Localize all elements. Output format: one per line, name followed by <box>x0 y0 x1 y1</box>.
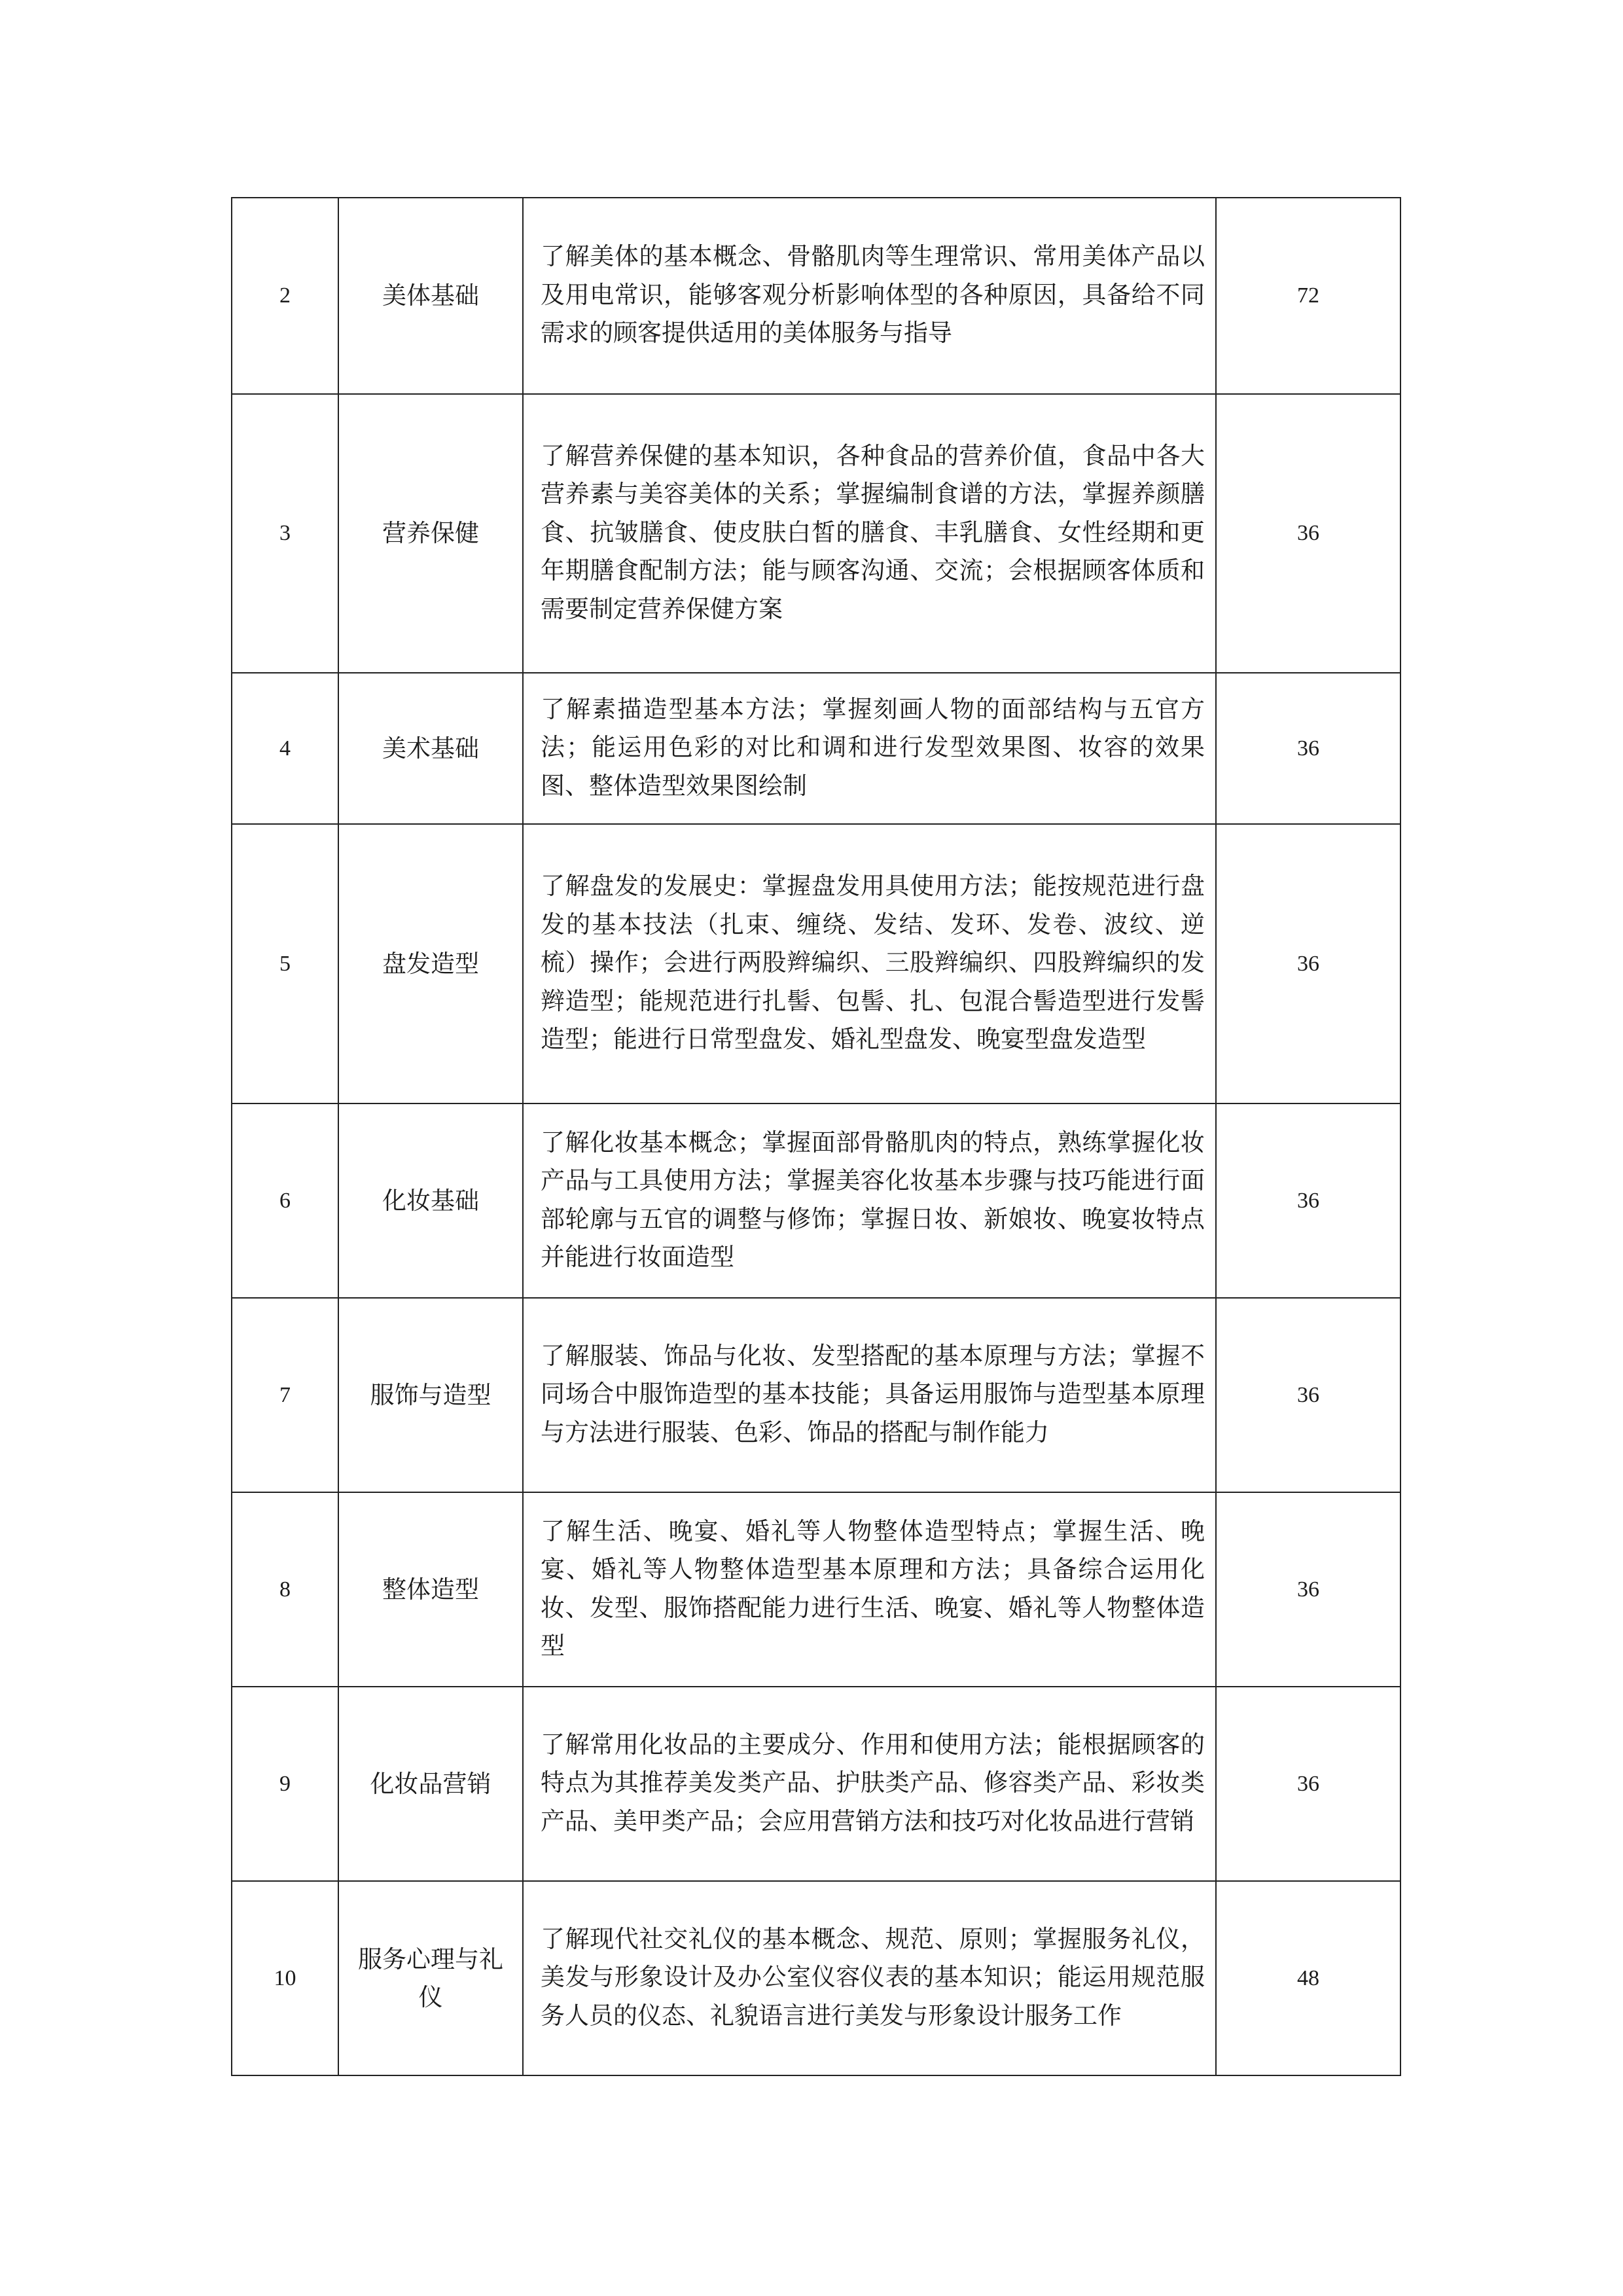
course-description: 了解生活、晚宴、婚礼等人物整体造型特点；掌握生活、晚宴、婚礼等人物整体造型基本原理和方法；具备综合运用化妆、发型、服饰搭配能力进行生活、晚宴、婚礼等人物整体造型 <box>523 1492 1216 1687</box>
table-row <box>232 824 1400 1103</box>
course-number: 3 <box>232 394 338 673</box>
table-row <box>232 198 1400 394</box>
course-description: 了解化妆基本概念；掌握面部骨骼肌肉的特点，熟练掌握化妆产品与工具使用方法；掌握美容化妆基本步骤与技巧能进行面部轮廓与五官的调整与修饰；掌握日妆、新娘妆、晚宴妆特点并能进行妆面造型 <box>523 1103 1216 1298</box>
course-number: 7 <box>232 1298 338 1492</box>
course-name: 美术基础 <box>338 673 523 824</box>
course-table <box>231 197 1401 2076</box>
course-hours: 36 <box>1216 673 1400 824</box>
course-number: 5 <box>232 824 338 1103</box>
course-description: 了解美体的基本概念、骨骼肌肉等生理常识、常用美体产品以及用电常识，能够客观分析影响体型的各种原因，具备给不同需求的顾客提供适用的美体服务与指导 <box>523 198 1216 394</box>
table-row <box>232 673 1400 824</box>
course-description: 了解现代社交礼仪的基本概念、规范、原则；掌握服务礼仪，美发与形象设计及办公室仪容仪表的基本知识；能运用规范服务人员的仪态、礼貌语言进行美发与形象设计服务工作 <box>523 1881 1216 2075</box>
course-description: 了解素描造型基本方法；掌握刻画人物的面部结构与五官方法；能运用色彩的对比和调和进行发型效果图、妆容的效果图、整体造型效果图绘制 <box>523 673 1216 824</box>
course-description: 了解盘发的发展史：掌握盘发用具使用方法；能按规范进行盘发的基本技法（扎束、缠绕、发结、发环、发卷、波纹、逆梳）操作；会进行两股辫编织、三股辫编织、四股辫编织的发辫造型；能规范进行扎髻、包髻、扎、包混合髻造型进行发髻造型；能进行日常型盘发、婚礼型盘发、晚宴型盘发造型 <box>523 824 1216 1103</box>
table-row <box>232 1687 1400 1881</box>
course-name: 盘发造型 <box>338 824 523 1103</box>
course-hours: 36 <box>1216 1103 1400 1298</box>
table-row <box>232 1298 1400 1492</box>
course-name: 化妆基础 <box>338 1103 523 1298</box>
course-name: 美体基础 <box>338 198 523 394</box>
course-number: 6 <box>232 1103 338 1298</box>
table-row <box>232 1492 1400 1687</box>
course-hours: 36 <box>1216 1687 1400 1881</box>
course-name: 化妆品营销 <box>338 1687 523 1881</box>
course-description: 了解服装、饰品与化妆、发型搭配的基本原理与方法；掌握不同场合中服饰造型的基本技能；具备运用服饰与造型基本原理与方法进行服装、色彩、饰品的搭配与制作能力 <box>523 1298 1216 1492</box>
course-name: 整体造型 <box>338 1492 523 1687</box>
course-number: 10 <box>232 1881 338 2075</box>
table-row <box>232 1881 1400 2075</box>
course-hours: 36 <box>1216 394 1400 673</box>
course-name: 服务心理与礼仪 <box>338 1881 523 2075</box>
course-hours: 36 <box>1216 1492 1400 1687</box>
course-hours: 36 <box>1216 824 1400 1103</box>
table-row <box>232 1103 1400 1298</box>
course-number: 8 <box>232 1492 338 1687</box>
course-description: 了解营养保健的基本知识，各种食品的营养价值，食品中各大营养素与美容美体的关系；掌握编制食谱的方法，掌握养颜膳食、抗皱膳食、使皮肤白皙的膳食、丰乳膳食、女性经期和更年期膳食配制方法；能与顾客沟通、交流；会根据顾客体质和需要制定营养保健方案 <box>523 394 1216 673</box>
course-hours: 48 <box>1216 1881 1400 2075</box>
course-hours: 36 <box>1216 1298 1400 1492</box>
table-row <box>232 394 1400 673</box>
course-hours: 72 <box>1216 198 1400 394</box>
course-number: 2 <box>232 198 338 394</box>
course-number: 9 <box>232 1687 338 1881</box>
course-number: 4 <box>232 673 338 824</box>
course-name: 服饰与造型 <box>338 1298 523 1492</box>
course-description: 了解常用化妆品的主要成分、作用和使用方法；能根据顾客的特点为其推荐美发类产品、护肤类产品、修容类产品、彩妆类产品、美甲类产品；会应用营销方法和技巧对化妆品进行营销 <box>523 1687 1216 1881</box>
course-name: 营养保健 <box>338 394 523 673</box>
